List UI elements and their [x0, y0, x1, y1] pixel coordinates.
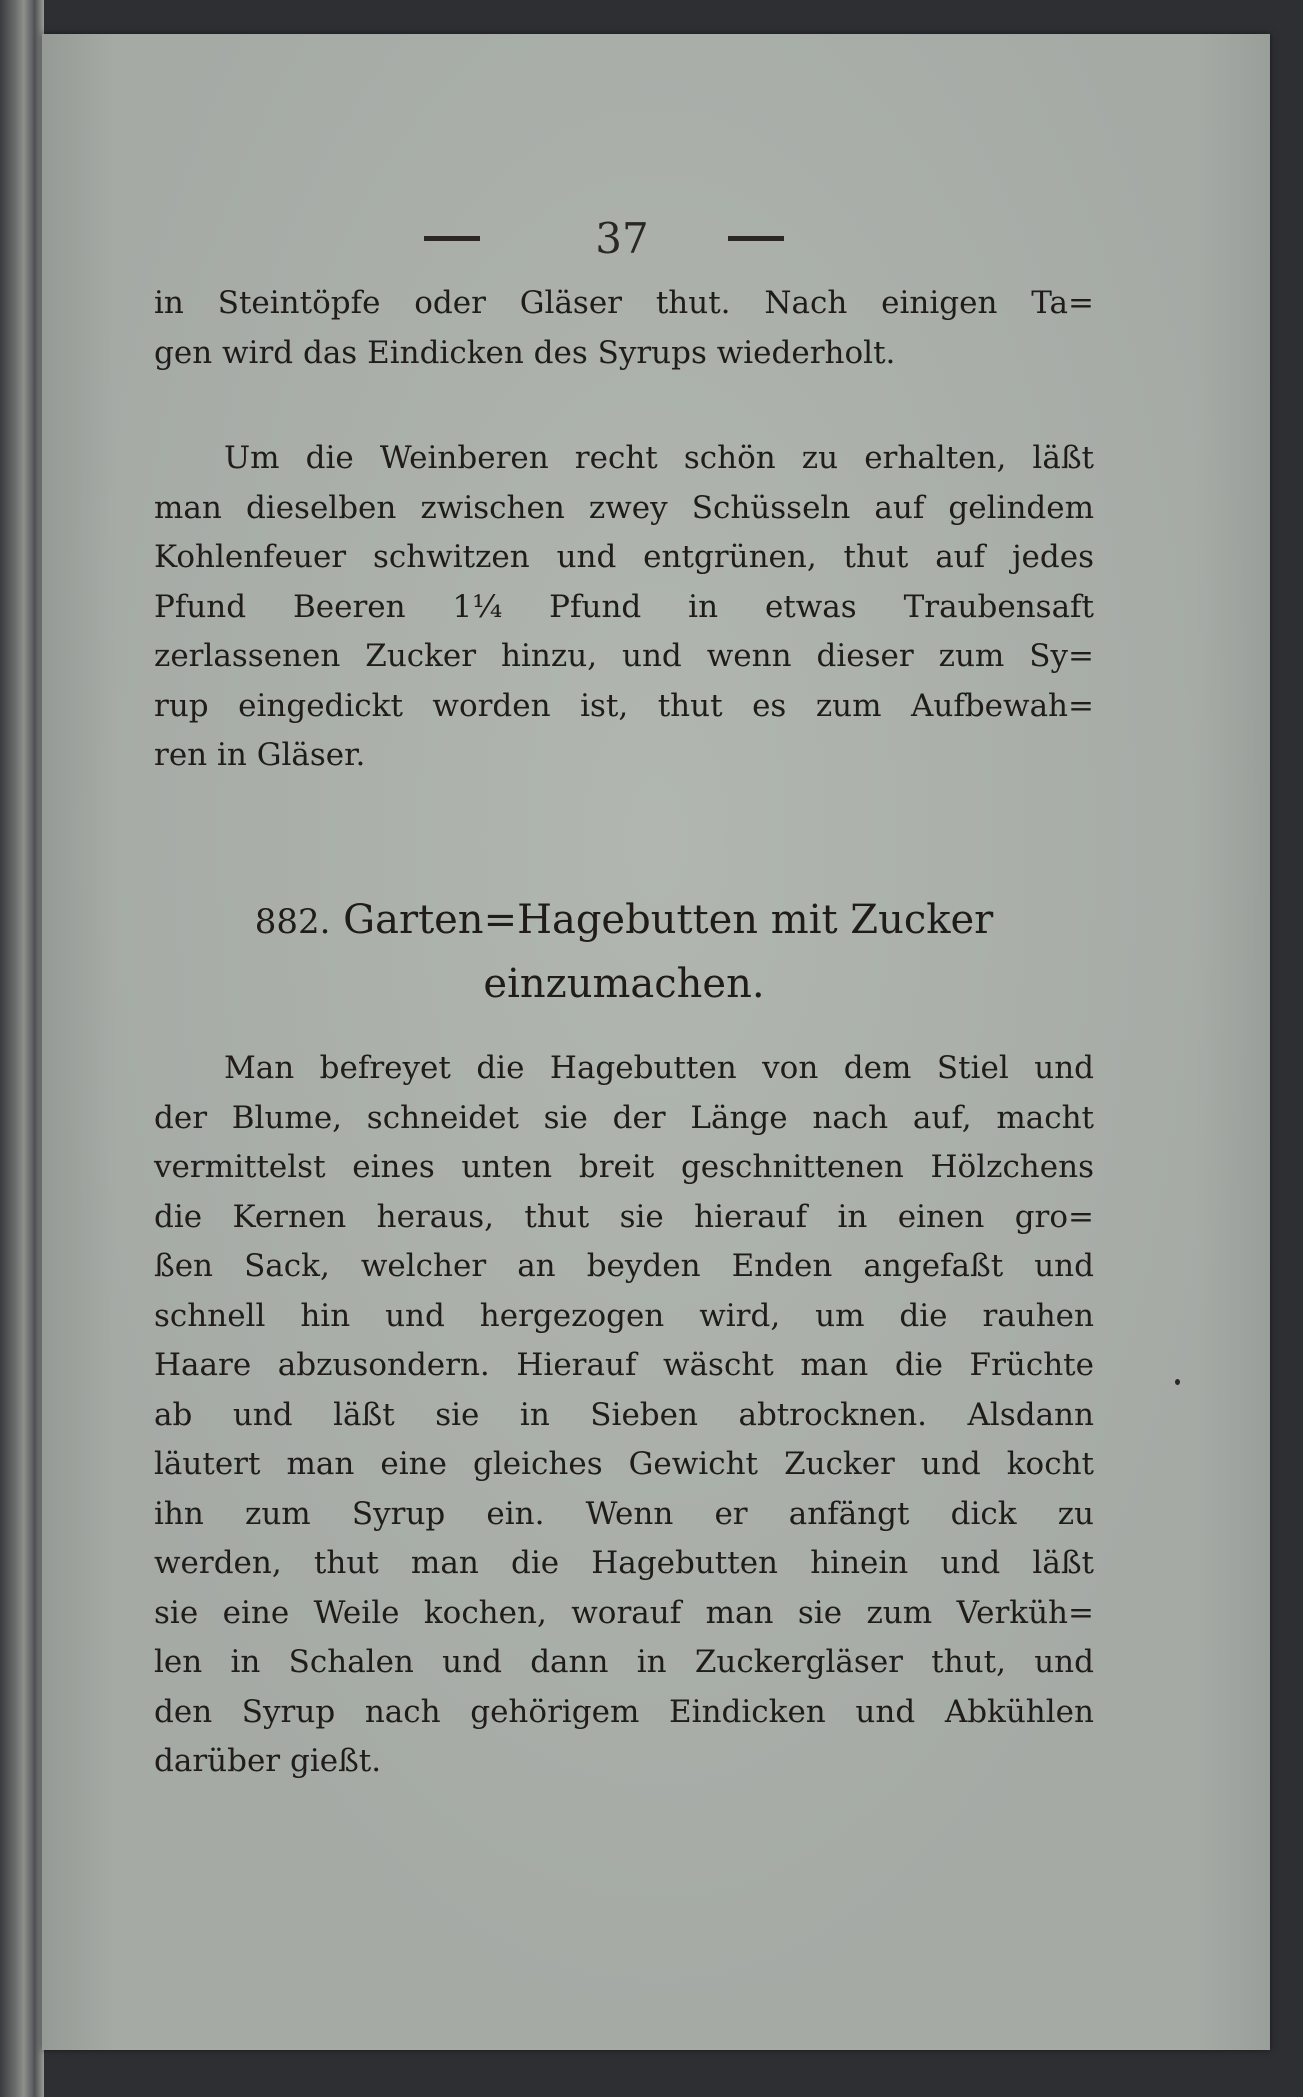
- text-line: len in Schalen und dann in Zuckergläser thut, und: [154, 1644, 1094, 1680]
- paragraph-continuation: [154, 279, 1094, 378]
- header-dash-left: [424, 236, 480, 241]
- recipe-title: Garten=Hagebutten mit Zucker: [343, 897, 994, 943]
- recipe-number: 882.: [254, 902, 331, 942]
- recipe-heading-line-1: [154, 889, 1094, 953]
- paragraph-rosehips: [154, 1044, 1094, 1787]
- page-header: [42, 209, 1270, 269]
- recipe-heading: [154, 889, 1094, 1015]
- book-page: [42, 34, 1270, 2050]
- text-line: schnell hin und hergezogen wird, um die rauhen: [154, 1297, 1094, 1334]
- text-line: ihn zum Syrup ein. Wenn er anfängt dick zu: [154, 1495, 1094, 1532]
- recipe-heading-line-2: einzumachen.: [483, 961, 765, 1007]
- ink-speck: [1175, 1379, 1180, 1385]
- text-line: Um die Weinberen recht schön zu erhalten, läßt: [224, 440, 1094, 476]
- book-spine: [0, 0, 34, 2097]
- header-dash-right: [728, 236, 784, 241]
- paragraph-grapes: [154, 434, 1094, 781]
- text-line: Pfund Beeren 1¼ Pfund in etwas Traubensaft: [154, 588, 1094, 625]
- text-line: vermittelst eines unten breit geschnittenen Hölzchens: [154, 1149, 1094, 1185]
- text-line: den Syrup nach gehörigem Eindicken und Abkühlen: [154, 1693, 1094, 1730]
- text-line: sie eine Weile kochen, worauf man sie zum Verküh=: [154, 1594, 1094, 1631]
- text-line: darüber gießt.: [154, 1743, 382, 1779]
- text-line: die Kernen heraus, thut sie hierauf in einen gro=: [154, 1198, 1094, 1235]
- text-line: zerlassenen Zucker hinzu, und wenn dieser zum Sy=: [154, 638, 1094, 674]
- text-line: gen wird das Eindicken des Syrups wiederholt.: [154, 334, 896, 371]
- text-line: Man befreyet die Hagebutten von dem Stiel und: [224, 1050, 1094, 1086]
- text-line: werden, thut man die Hagebutten hinein und läßt: [154, 1545, 1094, 1581]
- page-number: 37: [595, 214, 649, 263]
- text-line: ren in Gläser.: [154, 737, 366, 773]
- text-line: Haare abzusondern. Hierauf wäscht man die Früchte: [154, 1347, 1094, 1383]
- text-line: läutert man eine gleiches Gewicht Zucker und kocht: [154, 1446, 1094, 1482]
- text-line: rup eingedickt worden ist, thut es zum Aufbewah=: [154, 687, 1094, 724]
- text-line: man dieselben zwischen zwey Schüsseln auf gelindem: [154, 489, 1094, 526]
- text-line: in Steintöpfe oder Gläser thut. Nach einigen Ta=: [154, 285, 1094, 321]
- text-line: ßen Sack, welcher an beyden Enden angefaßt und: [154, 1248, 1094, 1284]
- text-line: ab und läßt sie in Sieben abtrocknen. Alsdann: [154, 1396, 1094, 1433]
- text-line: der Blume, schneidet sie der Länge nach auf, macht: [154, 1099, 1094, 1136]
- text-line: Kohlenfeuer schwitzen und entgrünen, thut auf jedes: [154, 539, 1094, 575]
